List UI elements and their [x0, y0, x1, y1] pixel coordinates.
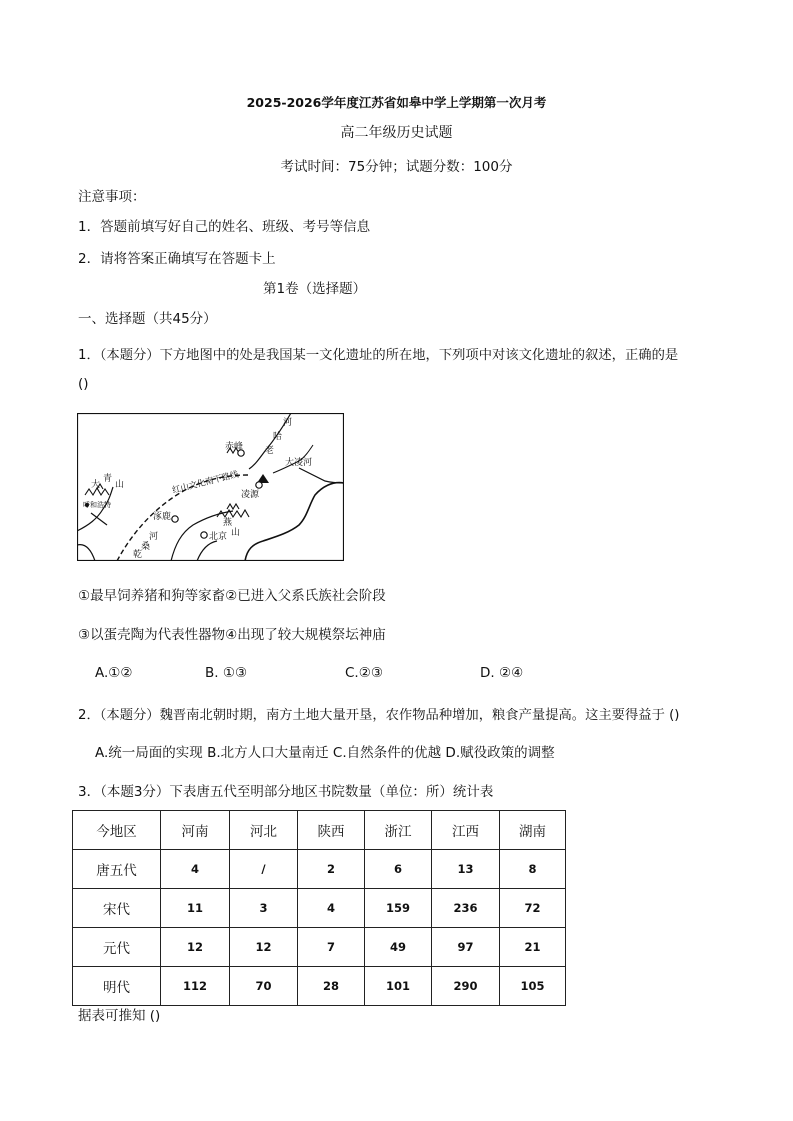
map-label: 呼和浩特 [83, 501, 111, 509]
map-label: 凌源 [241, 490, 260, 500]
table-cell: 12 [161, 928, 230, 967]
section-title: 一、选择题（共45分） [78, 311, 217, 327]
map-label: 大凌河 [285, 458, 313, 468]
table-header-cell: 河北 [230, 811, 298, 850]
option-b[interactable]: B. ①③ [205, 665, 248, 681]
question-2-stem: 2．（本题分）魏晋南北朝时期，南方土地大量开垦，农作物品种增加，粮食产量提高。这主要得益于 () [78, 708, 680, 723]
table-cell: 7 [298, 928, 365, 967]
map-label: 河 [149, 532, 159, 542]
table-cell: 70 [230, 967, 298, 1006]
map-label: 山 [231, 528, 241, 538]
map-label: 乾 [133, 550, 143, 560]
table-cell: 8 [500, 850, 566, 889]
map-label: 燕 [223, 518, 233, 528]
question-1-statements: ①最早饲养猪和狗等家畜②已进入父系氏族社会阶段 [78, 588, 386, 604]
table-header-cell: 今地区 [73, 811, 161, 850]
table-header-cell: 陕西 [298, 811, 365, 850]
table-cell: 明代 [73, 967, 161, 1006]
academy-count-table [72, 810, 566, 1006]
table-row [73, 928, 566, 967]
table-cell: 105 [500, 967, 566, 1006]
table-cell: 159 [365, 889, 432, 928]
map-label: 河 [283, 418, 293, 428]
table-row [73, 850, 566, 889]
table-row [73, 889, 566, 928]
table-cell: 236 [432, 889, 500, 928]
table-cell: 唐五代 [73, 850, 161, 889]
table-cell: 28 [298, 967, 365, 1006]
table-cell: 6 [365, 850, 432, 889]
question-2-options[interactable]: A.统一局面的实现 B.北方人口大量南迁 C.自然条件的优越 D.赋役政策的调整 [95, 745, 555, 761]
question-3-stem: 3．（本题3分）下表唐五代至明部分地区书院数量（单位：所）统计表 [78, 784, 494, 800]
map-label: 红山文化南下路线 [171, 469, 240, 496]
table-cell: 11 [161, 889, 230, 928]
table-header-cell: 江西 [432, 811, 500, 850]
question-1-map [77, 413, 344, 561]
question-1-statements: ③以蛋壳陶为代表性器物④出现了较大规模祭坛神庙 [78, 627, 386, 643]
table-cell: / [230, 850, 298, 889]
table-cell: 宋代 [73, 889, 161, 928]
map-label: 哈 [273, 432, 283, 442]
map-label: 北京 [209, 532, 228, 542]
exam-title: 2025-2026学年度江苏省如皋中学上学期第一次月考 [246, 95, 547, 110]
question-3-after: 据表可推知 () [78, 1008, 161, 1024]
table-header-cell: 河南 [161, 811, 230, 850]
map-label: 涿鹿 [153, 512, 172, 522]
volume-title: 第1卷（选择题） [263, 281, 367, 297]
map-label: 山 [115, 480, 125, 490]
table-row [73, 967, 566, 1006]
table-header-row [73, 811, 566, 850]
map-label: 老 [265, 446, 275, 456]
table-header-cell: 浙江 [365, 811, 432, 850]
table-cell: 290 [432, 967, 500, 1006]
option-a[interactable]: A.①② [95, 665, 133, 681]
table-cell: 元代 [73, 928, 161, 967]
question-1-stem: 1．（本题分）下方地图中的处是我国某一文化遗址的所在地，下列项中对该文化遗址的叙述，正确的是 [78, 348, 679, 363]
notice-heading: 注意事项： [78, 189, 146, 205]
table-cell: 49 [365, 928, 432, 967]
table-cell: 101 [365, 967, 432, 1006]
map-label: 青 [103, 474, 113, 484]
map-label: 桑 [141, 542, 151, 552]
notice-item: 1．答题前填写好自己的姓名、班级、考号等信息 [78, 219, 371, 235]
map-label: 大 [91, 480, 101, 490]
option-d[interactable]: D. ②④ [480, 665, 524, 681]
table-cell: 4 [161, 850, 230, 889]
table-cell: 21 [500, 928, 566, 967]
option-c[interactable]: C.②③ [345, 665, 383, 681]
exam-info: 考试时间：75分钟；试题分数：100分 [280, 159, 513, 175]
map-label: 赤峰 [225, 442, 244, 452]
table-cell: 97 [432, 928, 500, 967]
table-header-cell: 湖南 [500, 811, 566, 850]
table-cell: 72 [500, 889, 566, 928]
table-cell: 12 [230, 928, 298, 967]
table-cell: 13 [432, 850, 500, 889]
table-cell: 112 [161, 967, 230, 1006]
table-cell: 2 [298, 850, 365, 889]
table-cell: 3 [230, 889, 298, 928]
exam-subtitle: 高二年级历史试题 [340, 125, 453, 141]
notice-item: 2．请将答案正确填写在答题卡上 [78, 251, 276, 267]
table-cell: 4 [298, 889, 365, 928]
question-1-paren: () [78, 376, 89, 392]
